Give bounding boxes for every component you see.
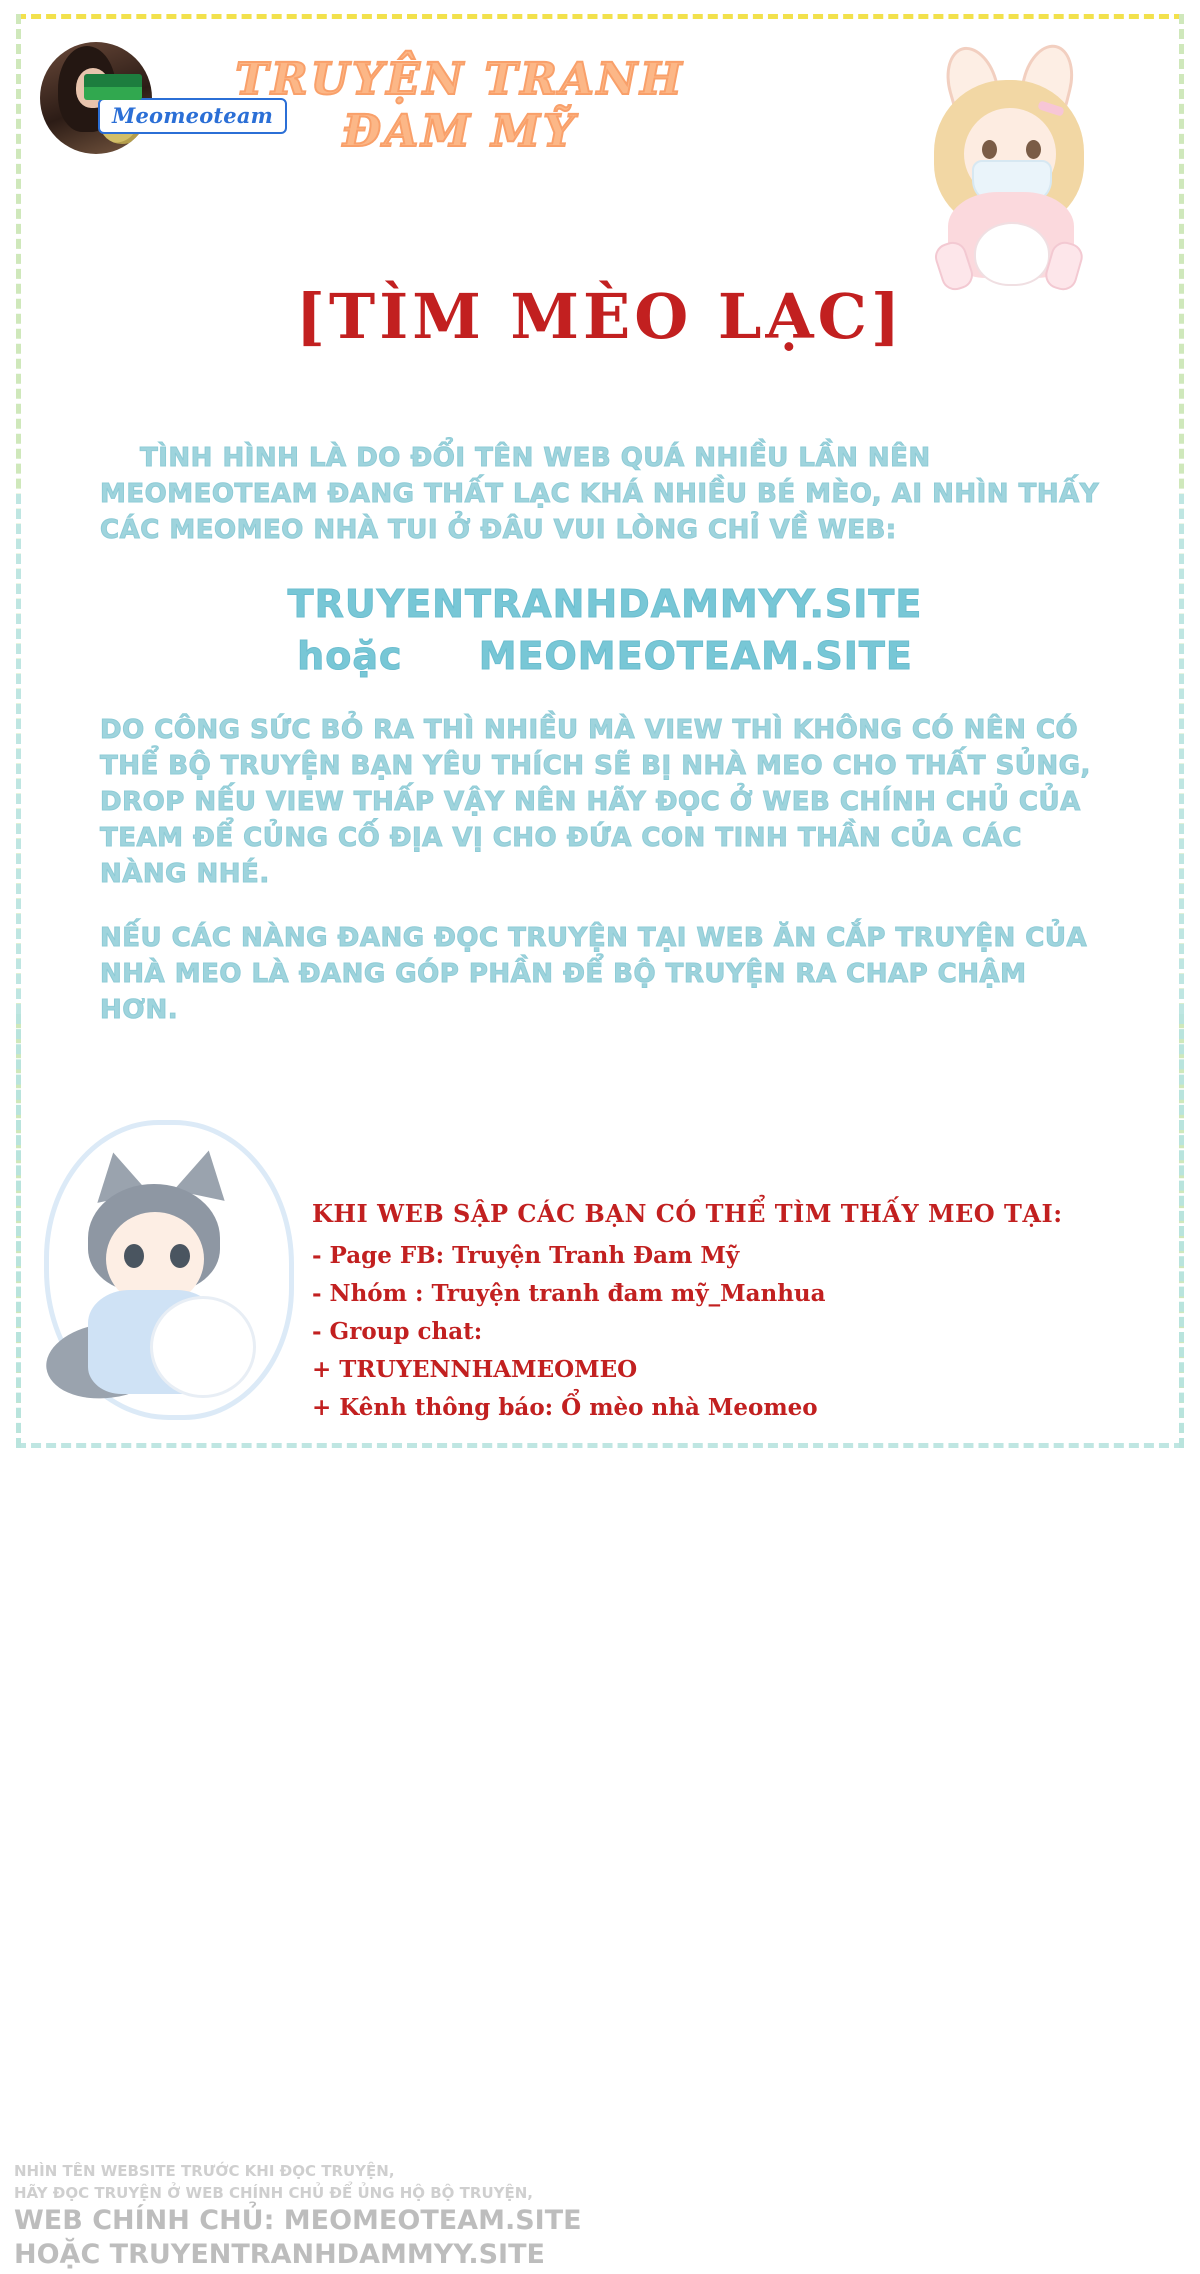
frame-left-edge-mid xyxy=(16,494,21,1014)
contact-line-groupchat: - Group chat: xyxy=(312,1318,483,1345)
primary-website-url[interactable]: TRUYENTRANHDAMMYY.SITE xyxy=(287,582,923,626)
frame-right-edge-lower xyxy=(1179,1014,1184,1448)
contact-line-chat-name: + TRUYENNHAMEOMEO xyxy=(312,1356,638,1383)
contact-line-fb: - Page FB: Truyện Tranh Đam Mỹ xyxy=(312,1242,740,1269)
brand-title-line1: TRUYỆN TRANH xyxy=(235,54,685,105)
bunny-plush-icon xyxy=(974,222,1050,286)
cat-boy-eye-left xyxy=(124,1244,144,1268)
or-label: hoặc xyxy=(297,634,403,678)
header xyxy=(40,36,1140,246)
contact-line-group: - Nhóm : Truyện tranh đam mỹ_Manhua xyxy=(312,1280,826,1307)
website-urls xyxy=(100,578,1110,682)
chibi-girl-illustration xyxy=(890,36,1120,298)
footer-note-2: HÃY ĐỌC TRUYỆN Ở WEB CHÍNH CHỦ ĐỂ ỦNG HỘ BỘ TRUYỆN, xyxy=(14,2184,533,2202)
secondary-website-row xyxy=(100,630,1110,682)
notice-paragraph-3: NẾU CÁC NÀNG ĐANG ĐỌC TRUYỆN TẠI WEB ĂN CẮP TRUYỆN CỦA NHÀ MEO LÀ ĐANG GÓP PHẦN ĐỂ BỘ TRUYỆN RA CHAP CHẬM HƠN. xyxy=(100,923,1088,1025)
frame-bottom-edge xyxy=(16,1443,1184,1448)
footer xyxy=(14,2160,1194,2272)
footer-main-url-1: WEB CHÍNH CHỦ: MEOMEOTEAM.SITE xyxy=(14,2205,582,2236)
chibi-eye-right xyxy=(1026,140,1041,159)
frame-top-edge xyxy=(16,14,1184,19)
page-title: [TÌM MÈO LẠC] xyxy=(295,280,905,353)
brand-title-line2: ĐAM MỸ xyxy=(342,106,578,157)
frame-right-edge-mid xyxy=(1179,494,1184,1014)
frame-right-edge xyxy=(1179,14,1184,1448)
bunny-plush-bottom-icon xyxy=(150,1296,256,1398)
contact-line-channel: + Kênh thông báo: Ổ mèo nhà Meomeo xyxy=(312,1394,818,1421)
notice-paragraph-2: DO CÔNG SỨC BỎ RA THÌ NHIỀU MÀ VIEW THÌ KHÔNG CÓ NÊN CÓ THỂ BỘ TRUYỆN BẠN YÊU THÍCH SẼ BỊ NHÀ MEO CHO THẤT SỦNG, DROP NẾU VIEW THẤP VẬY NÊN HÃY ĐỌC Ở WEB CHÍNH CHỦ CỦA TEAM ĐỂ CỦNG CỐ ĐỊA VỊ CHO ĐỨA CON TINH THẦN CỦA CÁC NÀNG NHÉ. xyxy=(100,715,1091,889)
team-logo-label: Meomeoteam xyxy=(98,98,287,134)
frame-left-edge-lower xyxy=(16,1014,21,1448)
secondary-website-url[interactable]: MEOMEOTEAM.SITE xyxy=(478,634,913,678)
cat-boy-eye-right xyxy=(170,1244,190,1268)
contact-block xyxy=(312,1195,1072,1427)
notice-paragraph-1: TÌNH HÌNH LÀ DO ĐỔI TÊN WEB QUÁ NHIỀU LẦN NÊN MEOMEOTEAM ĐANG THẤT LẠC KHÁ NHIỀU BÉ MÈO, AI NHÌN THẤY CÁC MEOMEO NHÀ TUI Ở ĐÂU VUI LÒNG CHỈ VỀ WEB: xyxy=(100,443,1100,545)
footer-note-1: NHÌN TÊN WEBSITE TRƯỚC KHI ĐỌC TRUYỆN, xyxy=(14,2162,395,2180)
cat-boy-illustration xyxy=(40,1110,290,1420)
frame-left-edge xyxy=(16,14,21,1448)
brand-title xyxy=(200,54,720,158)
chibi-eye-left xyxy=(982,140,997,159)
footer-main-url-2: HOẶC TRUYENTRANHDAMMYY.SITE xyxy=(14,2239,545,2270)
contact-heading: KHI WEB SẬP CÁC BẠN CÓ THỂ TÌM THẤY MEO TẠI: xyxy=(312,1199,1063,1228)
